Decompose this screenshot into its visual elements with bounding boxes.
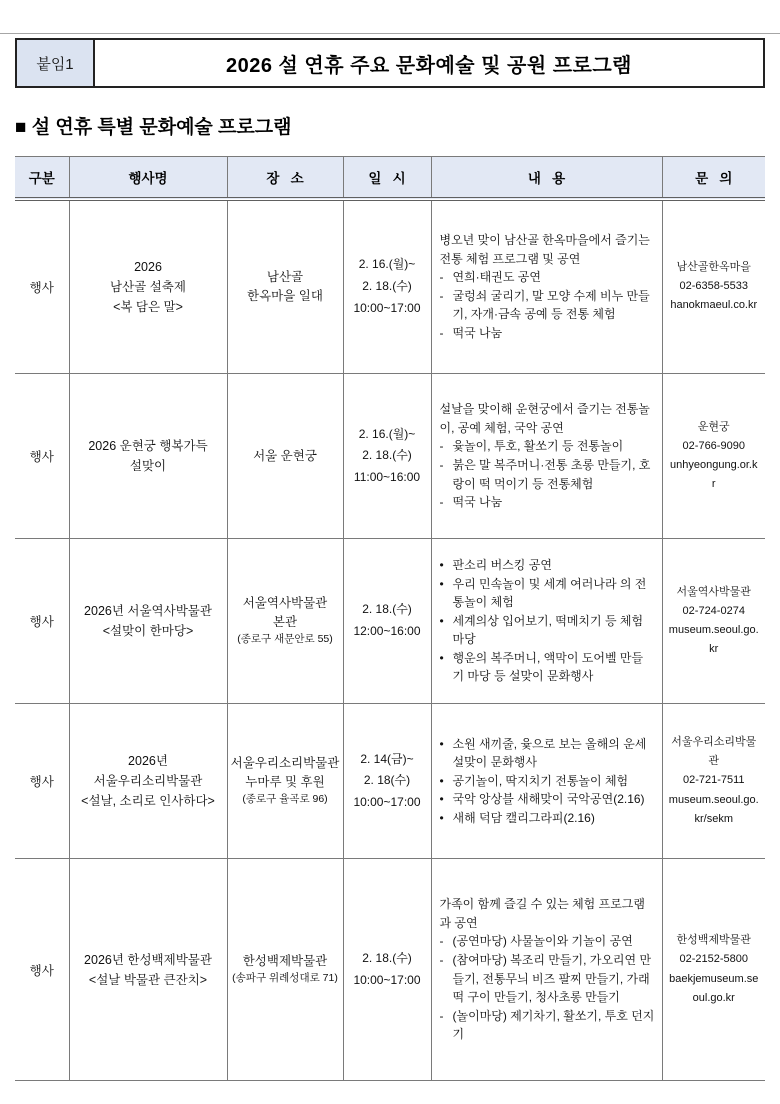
contact-cell <box>662 374 765 539</box>
list-item-text: (공연마당) 사물놀이와 기놀이 공연 <box>452 934 633 949</box>
place-cell <box>227 374 343 539</box>
list-marker: • <box>439 736 444 751</box>
cell-line: 2. 18.(수) <box>362 602 412 617</box>
cell-line: 한성백제박물관 <box>242 954 328 969</box>
date-cell <box>343 539 431 704</box>
table-body <box>15 199 765 1081</box>
list-marker: • <box>439 773 444 788</box>
attachment-label: 붙임1 <box>17 40 95 86</box>
cell-line: 2026 운현궁 행복가득 <box>88 439 208 453</box>
content-list-item <box>440 1007 655 1044</box>
cell-line: <설맞이 한마당> <box>102 624 194 638</box>
cell-line: 2026년 한성백제박물관 <box>84 952 212 967</box>
list-item-text: 국악 앙상블 새해맞이 국악공연(2.16) <box>452 792 645 807</box>
cell-line: 10:00~17:00 <box>353 300 421 315</box>
content-list-item <box>440 575 655 612</box>
cell-line: 2. 16.(월)~ <box>358 426 416 441</box>
cell-line: 서울우리소리박물관 <box>230 756 340 771</box>
table-row <box>15 859 765 1081</box>
cell-line: museum.seoul.go.kr/sekm <box>668 793 759 825</box>
document-header-box <box>15 38 765 88</box>
content-list-item <box>440 556 655 575</box>
cell-line: 2. 14(금)~ <box>360 751 414 766</box>
list-marker: - <box>439 1008 444 1023</box>
content-cell <box>431 539 662 704</box>
cell-line: 02-766-9090 <box>682 439 745 452</box>
contact-cell <box>662 859 765 1081</box>
cell-line: 2. 18(수) <box>363 773 411 788</box>
column-header: 구분 <box>15 157 69 199</box>
cell-line: 2. 16.(월)~ <box>358 257 416 272</box>
doc-title: 2026 설 연휴 주요 문화예술 및 공원 프로그램 <box>225 54 632 77</box>
column-header: 문 의 <box>662 157 765 199</box>
list-item-text: 우리 민속놀이 및 세계 여러나라 의 전통놀이 체험 <box>452 576 647 610</box>
list-item-text: 붉은 말 복주머니·전통 초롱 만들기, 호랑이 떡 먹이기 등 전통체험 <box>452 458 651 491</box>
table-row <box>15 374 765 539</box>
cell-line: 10:00~17:00 <box>353 972 421 987</box>
list-marker: • <box>439 613 444 628</box>
category-cell: 행사 <box>15 704 69 859</box>
column-header: 내 용 <box>431 157 662 199</box>
content-list-item <box>440 612 655 649</box>
list-item-text: 연희·태권도 공연 <box>452 270 541 285</box>
section-title: ■ 설 연휴 특별 문화예술 프로그램 <box>15 117 292 138</box>
list-marker: • <box>439 650 444 665</box>
list-marker: • <box>439 576 444 591</box>
cell-line: 서울우리소리박물관 <box>93 774 203 788</box>
content-list-item <box>440 287 655 324</box>
list-item-text: 윷놀이, 투호, 활쏘기 등 전통놀이 <box>452 439 624 454</box>
place-cell <box>227 859 343 1081</box>
list-item-text: 떡국 나눔 <box>452 495 503 510</box>
cell-line: hanokmaeul.co.kr <box>670 299 758 312</box>
content-intro-line: 설날을 맞이해 운현궁에서 즐기는 전통놀이, 공예 체험, 국악 공연 <box>439 402 650 435</box>
cell-line: <복 담은 말> <box>113 299 183 314</box>
date-cell <box>343 704 431 859</box>
cell-line: 2. 18.(수) <box>362 448 412 463</box>
top-rule-divider <box>0 33 780 34</box>
cell-line: (종로구 율곡로 96) <box>242 792 328 805</box>
cell-line: 12:00~16:00 <box>353 624 421 638</box>
column-header: 행사명 <box>69 157 227 199</box>
cell-line: 02-6358-5533 <box>679 280 748 293</box>
table-row <box>15 539 765 704</box>
list-marker: • <box>439 792 444 807</box>
content-list-item <box>440 735 655 772</box>
column-header: 장 소 <box>227 157 343 199</box>
program-table <box>15 156 765 1081</box>
cell-line: 2. 18.(수) <box>362 950 412 965</box>
content-intro-line: 가족이 함께 즐길 수 있는 체험 프로그램과 공연 <box>439 897 645 930</box>
contact-cell <box>662 704 765 859</box>
list-item-text: 굴렁쇠 굴리기, 말 모양 수제 비누 만들기, 자개·금속 공예 등 전통 체험 <box>452 288 650 322</box>
cell-line: 서울우리소리박물관 <box>671 735 757 768</box>
content-list-item <box>440 932 655 951</box>
content-list-item <box>440 268 655 287</box>
list-marker: - <box>439 439 444 454</box>
cell-line: 설맞이 <box>129 459 167 473</box>
cell-line: 02-721-7511 <box>682 774 745 787</box>
list-item-text: 떡국 나눔 <box>452 325 503 340</box>
cell-line: unhyeongung.or.kr <box>670 459 758 491</box>
cell-line: 11:00~16:00 <box>353 469 421 484</box>
list-item-text: 새해 덕담 캘리그라피(2.16) <box>452 810 595 825</box>
cell-line: 02-2152-5800 <box>679 953 748 966</box>
table-row <box>15 704 765 859</box>
cell-line: 서울 운현궁 <box>253 448 317 463</box>
content-list-item <box>440 951 655 1007</box>
list-marker: - <box>439 270 444 285</box>
document-page <box>0 33 780 1104</box>
cell-line: 남산골한옥마을 <box>676 260 751 273</box>
cell-line: 2026 <box>134 259 162 274</box>
category-cell: 행사 <box>15 374 69 539</box>
date-cell <box>343 374 431 539</box>
content-list-item <box>440 456 655 493</box>
event-name-cell <box>69 704 227 859</box>
list-item-text: 공기놀이, 딱지치기 전통놀이 체험 <box>452 773 629 788</box>
list-marker: - <box>439 288 444 303</box>
cell-line: 2. 18.(수) <box>362 278 412 293</box>
list-marker: - <box>439 495 444 510</box>
cell-line: museum.seoul.go.kr <box>668 624 759 656</box>
contact-cell <box>662 199 765 374</box>
event-name-cell <box>69 539 227 704</box>
cell-line: 운현궁 <box>697 420 730 433</box>
category-cell: 행사 <box>15 539 69 704</box>
column-header: 일 시 <box>343 157 431 199</box>
cell-line: (송파구 위례성대로 71) <box>232 972 338 984</box>
cell-line: 남산골 설축제 <box>110 279 186 294</box>
event-name-cell <box>69 859 227 1081</box>
content-cell <box>431 199 662 374</box>
cell-line: 서울역사박물관 <box>242 596 328 611</box>
place-cell <box>227 539 343 704</box>
list-item-text: 세계의상 입어보기, 떡메치기 등 체험 마당 <box>452 613 644 647</box>
cell-line: 서울역사박물관 <box>676 585 751 598</box>
cell-line: 2026년 서울역사박물관 <box>84 604 212 618</box>
content-list-item <box>440 649 655 686</box>
list-item-text: 행운의 복주머니, 액막이 도어벨 만들기 마당 등 설맞이 문화행사 <box>452 650 644 684</box>
list-marker: - <box>439 325 444 340</box>
cell-line: 남산골 <box>266 270 304 284</box>
list-item-text: 소원 새끼줄, 윷으로 보는 올해의 운세 설맞이 문화행사 <box>452 736 647 770</box>
category-cell: 행사 <box>15 859 69 1081</box>
list-marker: • <box>439 810 444 825</box>
content-cell <box>431 859 662 1081</box>
content-list-item <box>440 790 655 809</box>
cell-line: 한성백제박물관 <box>676 934 751 946</box>
cell-line: 02-724-0274 <box>682 604 745 617</box>
cell-line: 누마루 및 후원 <box>245 775 325 790</box>
table-row <box>15 199 765 374</box>
place-cell <box>227 704 343 859</box>
date-cell <box>343 199 431 374</box>
place-cell <box>227 199 343 374</box>
cell-line: 본관 <box>272 615 298 630</box>
list-marker: • <box>439 557 444 572</box>
content-list-item <box>440 772 655 791</box>
category-cell: 행사 <box>15 199 69 374</box>
event-name-cell <box>69 199 227 374</box>
table-header-row <box>15 157 765 199</box>
content-cell <box>431 704 662 859</box>
cell-line: (종로구 새문안로 55) <box>237 632 333 645</box>
list-item-text: 판소리 버스킹 공연 <box>452 557 552 572</box>
cell-line: 2026년 <box>128 754 168 768</box>
list-item-text: (놀이마당) 제기차기, 활쏘기, 투호 던지기 <box>452 1008 655 1042</box>
list-marker: - <box>439 952 444 967</box>
content-list-item <box>440 324 655 343</box>
cell-line: baekjemuseum.seoul.go.kr <box>669 972 759 1004</box>
cell-line: <설날 박물관 큰잔치> <box>88 972 208 987</box>
content-list-item <box>440 493 655 512</box>
cell-line: 10:00~17:00 <box>353 794 421 809</box>
cell-line: 한옥마을 일대 <box>247 288 323 303</box>
list-marker: - <box>439 934 444 949</box>
cell-line: <설날, 소리로 인사하다> <box>81 794 215 808</box>
list-marker: - <box>439 458 444 472</box>
list-item-text: (참여마당) 복조리 만들기, 가오리연 만들기, 전통무늬 비즈 팔찌 만들기, 가래떡 구이 만들기, 청사초롱 만들기 <box>452 952 652 1005</box>
contact-cell <box>662 539 765 704</box>
content-cell <box>431 374 662 539</box>
date-cell <box>343 859 431 1081</box>
content-list-item <box>440 809 655 828</box>
content-list-item <box>440 437 655 456</box>
event-name-cell <box>69 374 227 539</box>
content-intro-line: 병오년 맞이 남산골 한옥마을에서 즐기는 전통 체험 프로그램 및 공연 <box>439 232 650 266</box>
